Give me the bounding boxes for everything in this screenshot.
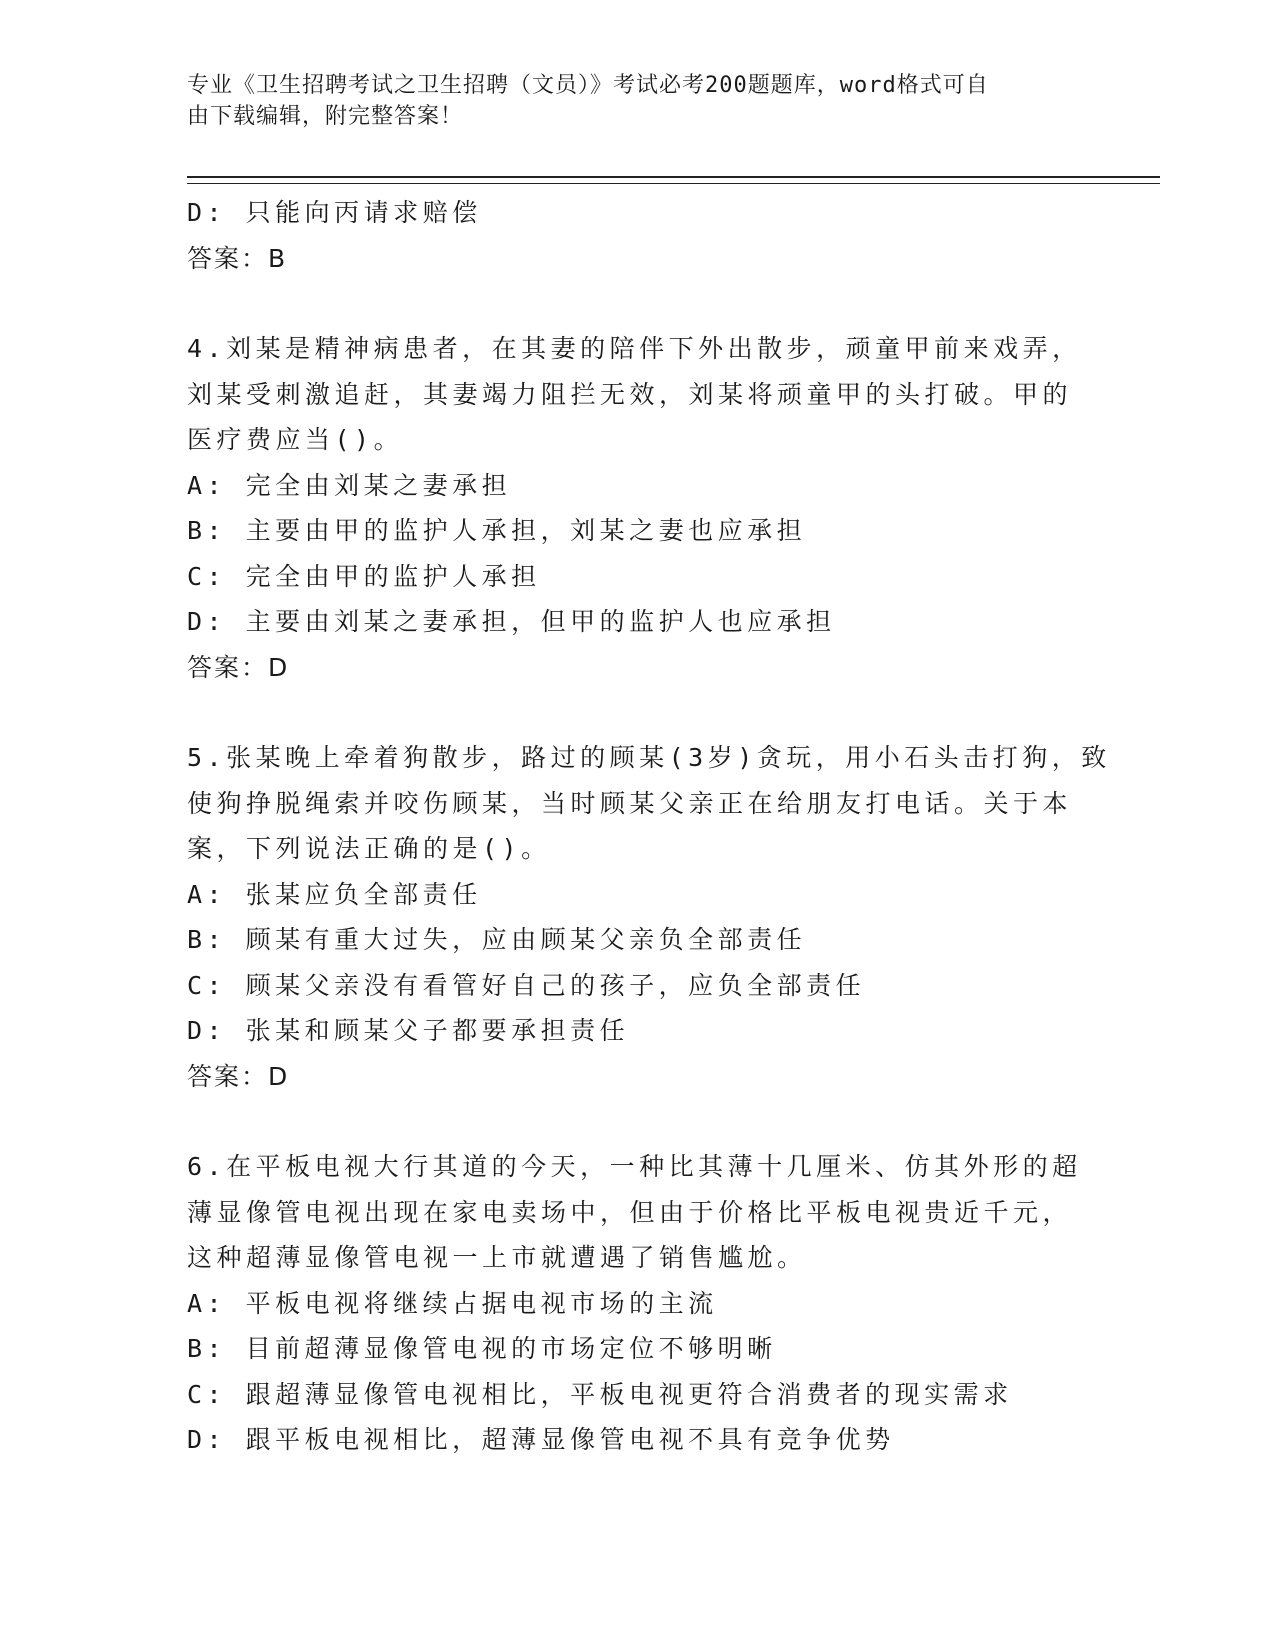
option-b: B: 顾某有重大过失，应由顾某父亲负全部责任 [187, 925, 807, 954]
question-stem-line: 案，下列说法正确的是()。 [187, 834, 551, 863]
option-c: C: 顾某父亲没有看管好自己的孩子，应负全部责任 [187, 970, 866, 1000]
answer-line: 答案：D [187, 652, 290, 682]
previous-question-tail [187, 190, 1087, 281]
option-d: D: 只能向丙请求赔偿 [187, 198, 482, 227]
document-header [187, 70, 1067, 132]
document-body [187, 190, 1111, 1463]
option-d: D: 张某和顾某父子都要承担责任 [187, 1016, 630, 1045]
question-5 [187, 735, 1111, 1099]
header-line-2: 由下载编辑，附完整答案！ [187, 104, 464, 129]
header-line-1: 专业《卫生招聘考试之卫生招聘（文员）》考试必考200题题库，word格式可自 [187, 73, 989, 98]
question-6 [187, 1144, 1087, 1463]
option-d: D: 跟平板电视相比，超薄显像管电视不具有竞争优势 [187, 1425, 895, 1454]
question-stem-line: 医疗费应当()。 [187, 425, 404, 454]
answer-line: 答案：B [187, 243, 288, 273]
header-divider [187, 176, 1160, 184]
question-stem-line: 5.张某晚上牵着狗散步，路过的顾某(3岁)贪玩，用小石头击打狗，致 [187, 743, 1111, 772]
question-4 [187, 326, 1087, 690]
option-b: B: 目前超薄显像管电视的市场定位不够明晰 [187, 1334, 777, 1363]
option-d: D: 主要由刘某之妻承担，但甲的监护人也应承担 [187, 607, 836, 636]
question-stem-line: 这种超薄显像管电视一上市就遭遇了销售尴尬。 [187, 1243, 807, 1272]
question-stem-line: 4.刘某是精神病患者，在其妻的陪伴下外出散步，顽童甲前来戏弄， [187, 334, 1082, 363]
question-stem-line: 薄显像管电视出现在家电卖场中，但由于价格比平板电视贵近千元， [187, 1197, 1073, 1227]
option-c: C: 完全由甲的监护人承担 [187, 561, 541, 591]
option-a: A: 平板电视将继续占据电视市场的主流 [187, 1288, 718, 1318]
option-b: B: 主要由甲的监护人承担，刘某之妻也应承担 [187, 516, 807, 545]
question-stem-line: 刘某受刺激追赶，其妻竭力阻拦无效，刘某将顽童甲的头打破。甲的 [187, 379, 1073, 409]
question-stem-line: 6.在平板电视大行其道的今天，一种比其薄十几厘米、仿其外形的超 [187, 1152, 1082, 1181]
answer-line: 答案：D [187, 1061, 290, 1091]
option-a: A: 完全由刘某之妻承担 [187, 470, 512, 500]
option-a: A: 张某应负全部责任 [187, 879, 482, 909]
question-stem-line: 使狗挣脱绳索并咬伤顾某，当时顾某父亲正在给朋友打电话。关于本 [187, 788, 1073, 818]
option-c: C: 跟超薄显像管电视相比，平板电视更符合消费者的现实需求 [187, 1379, 1013, 1409]
